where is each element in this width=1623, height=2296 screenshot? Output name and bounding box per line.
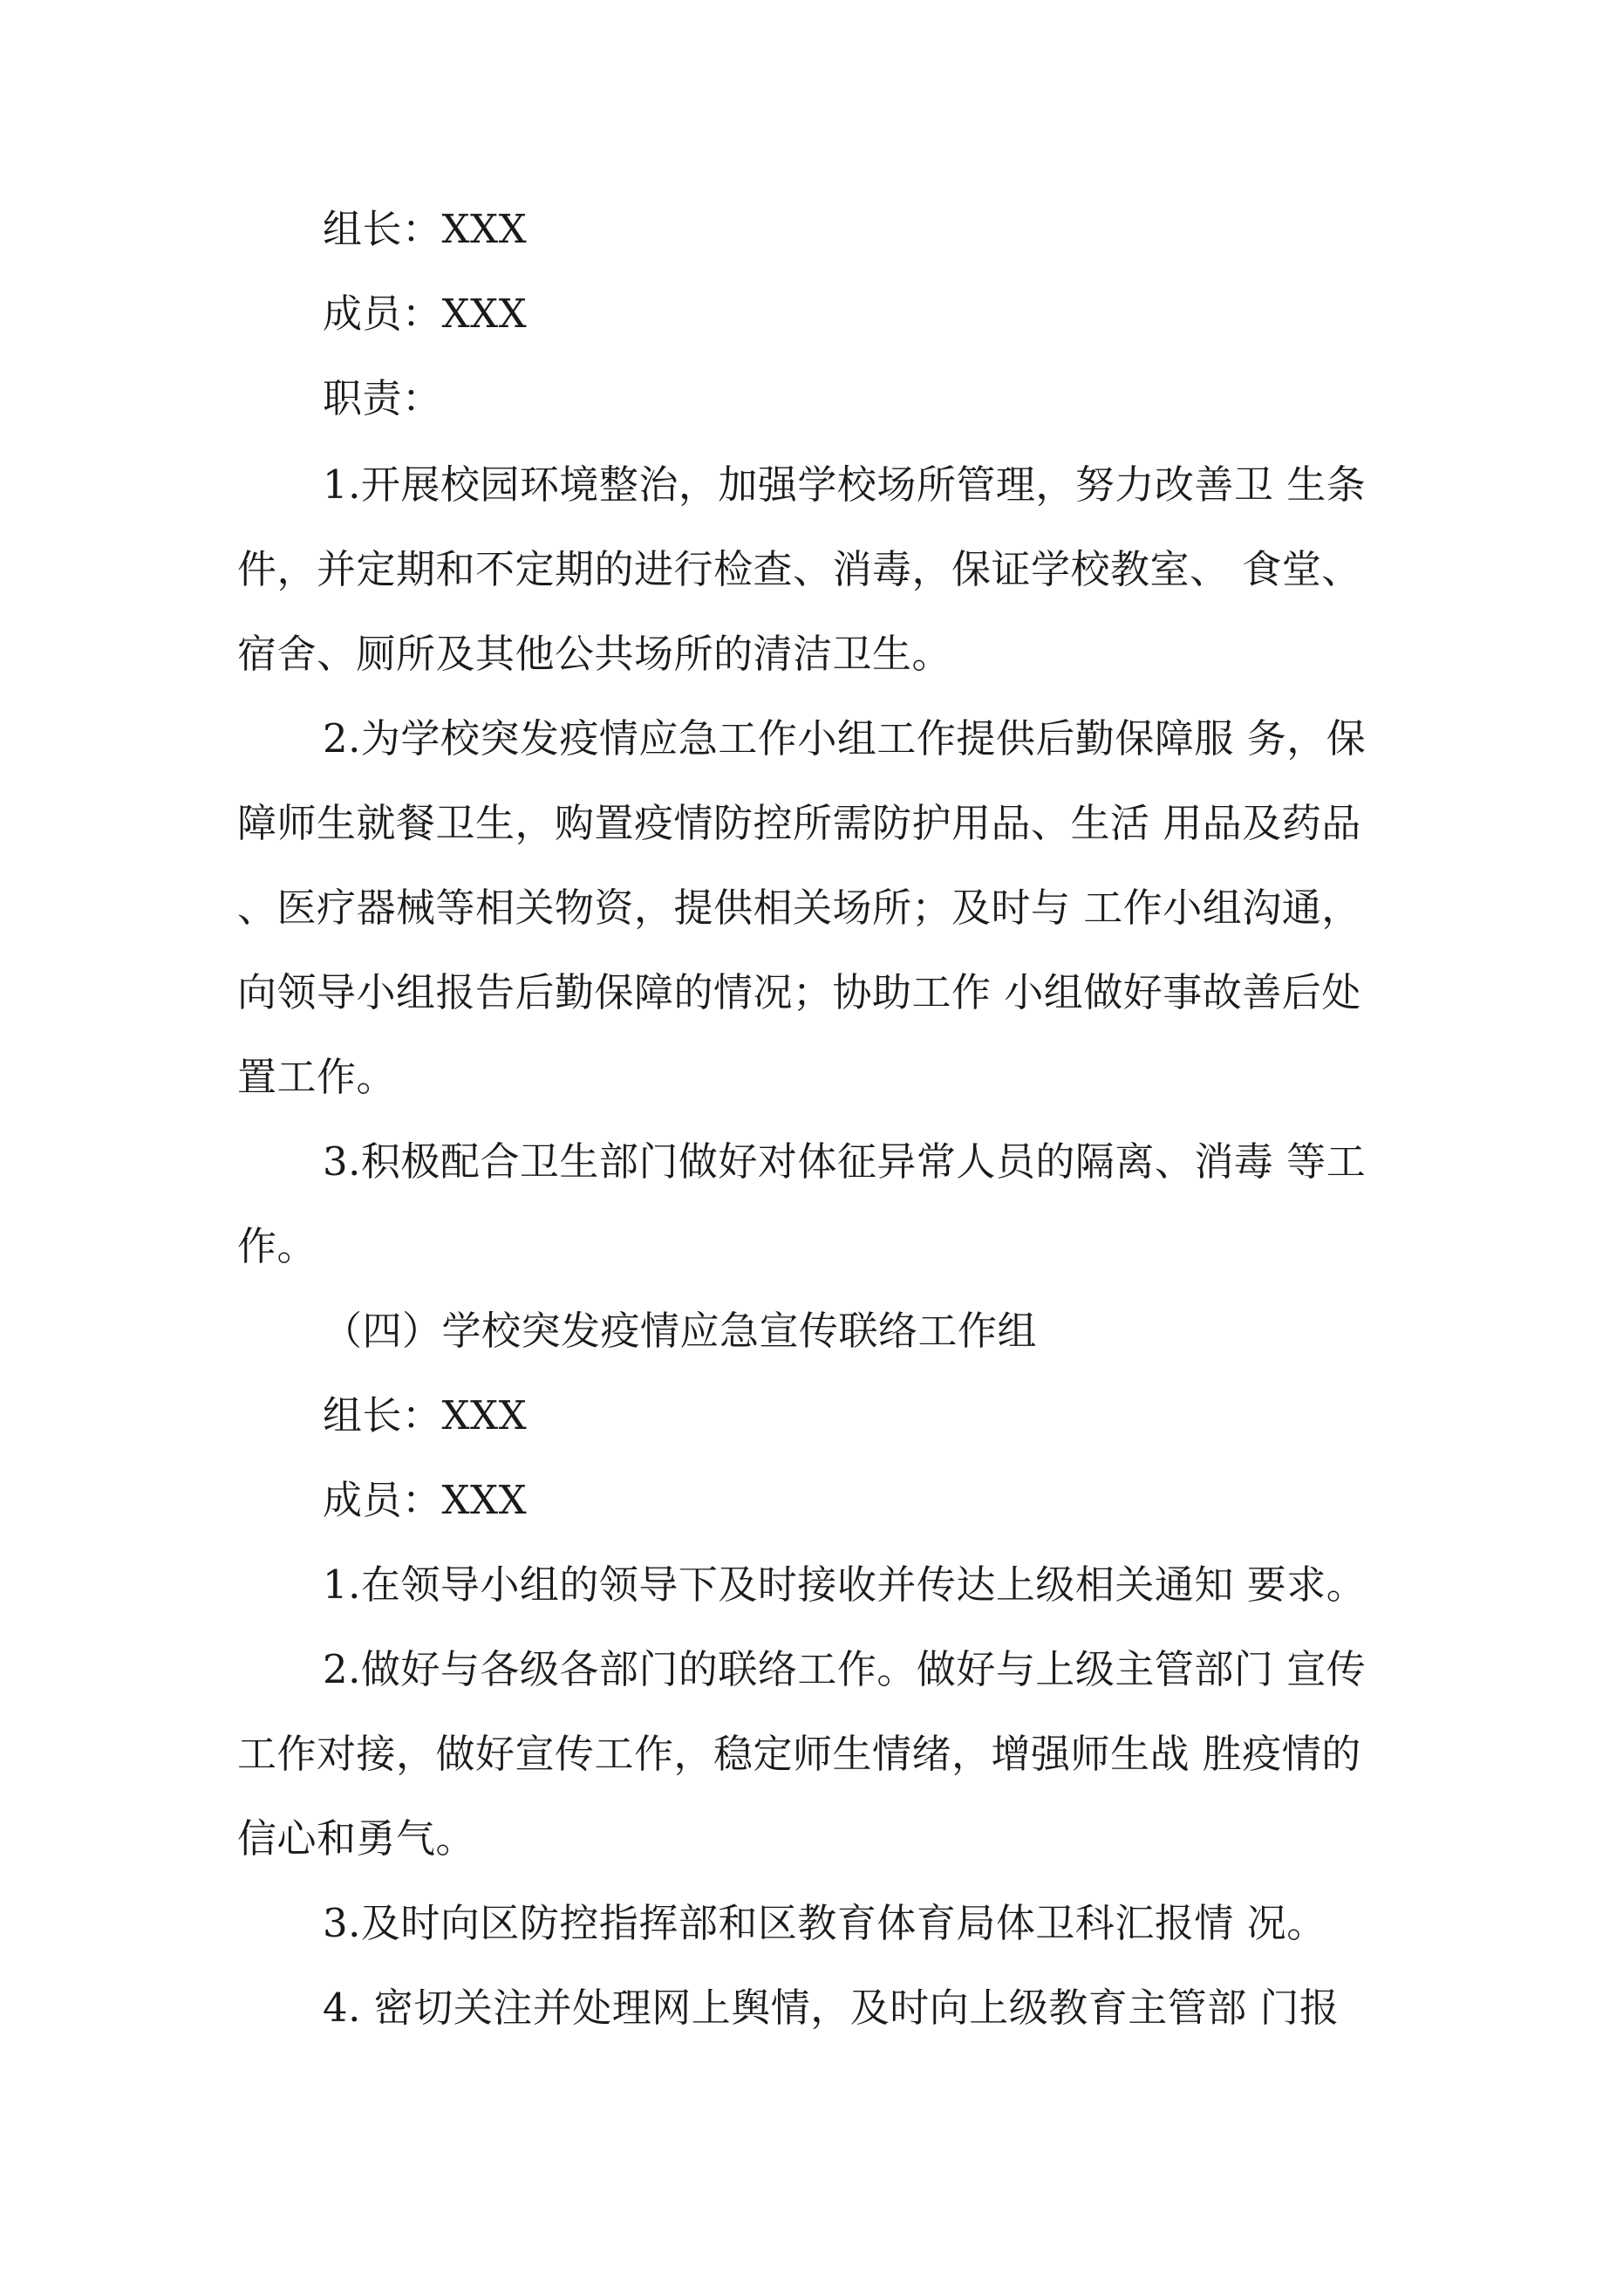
duty-2-line-4: 向领导小组报告后勤保障的情况；协助工作 小组做好事故善后处 (237, 969, 1361, 1015)
item-1-line-1: 1.在领导小组的领导下及时接收并传达上级相关通知 要求。 (323, 1561, 1367, 1608)
item-2-line-3: 信心和勇气。 (237, 1815, 476, 1862)
duty-1-line-1: 1.开展校园环境整治，加强学校场所管理，努力改善卫 生条 (323, 461, 1367, 508)
members-line: 成员：XXX (323, 290, 528, 337)
item-2-line-1: 2.做好与各级各部门的联络工作。做好与上级主管部门 宣传 (323, 1646, 1367, 1692)
duty-2-line-3: 、医疗器械等相关物资，提供相关场所；及时与 工作小组沟通， (237, 885, 1361, 931)
section-heading: （四）学校突发疫情应急宣传联络工作组 (323, 1308, 1038, 1354)
item-4-line-1: 4. 密切关注并处理网上舆情，及时向上级教育主管部 门报 (323, 1985, 1340, 2031)
item-3-line-1: 3.及时向区防控指挥部和区教育体育局体卫科汇报情 况。 (323, 1900, 1326, 1946)
duty-2-line-2: 障师生就餐卫生，购置疫情防控所需防护用品、生活 用品及药品 (237, 800, 1361, 846)
duty-2-line-5: 置工作。 (237, 1054, 397, 1100)
duty-1-line-2: 件，并定期和不定期的进行检查、消毒，保证学校教室、 食堂、 (237, 546, 1361, 592)
duties-heading: 职责： (323, 375, 442, 421)
members-line-2: 成员：XXX (323, 1477, 528, 1523)
group-leader-line-2: 组长：XXX (323, 1392, 528, 1438)
duty-3-line-1: 3.积极配合卫生部门做好对体征异常人员的隔离、消毒 等工 (323, 1138, 1367, 1185)
group-leader-line: 组长：XXX (323, 206, 528, 252)
duty-1-line-3: 宿舍、厕所及其他公共场所的清洁卫生。 (237, 631, 952, 677)
duty-2-line-1: 2.为学校突发疫情应急工作小组工作提供后勤保障服 务，保 (323, 715, 1367, 762)
duty-3-line-2: 作。 (237, 1223, 317, 1269)
item-2-line-2: 工作对接，做好宣传工作，稳定师生情绪，增强师生战 胜疫情的 (237, 1731, 1361, 1777)
